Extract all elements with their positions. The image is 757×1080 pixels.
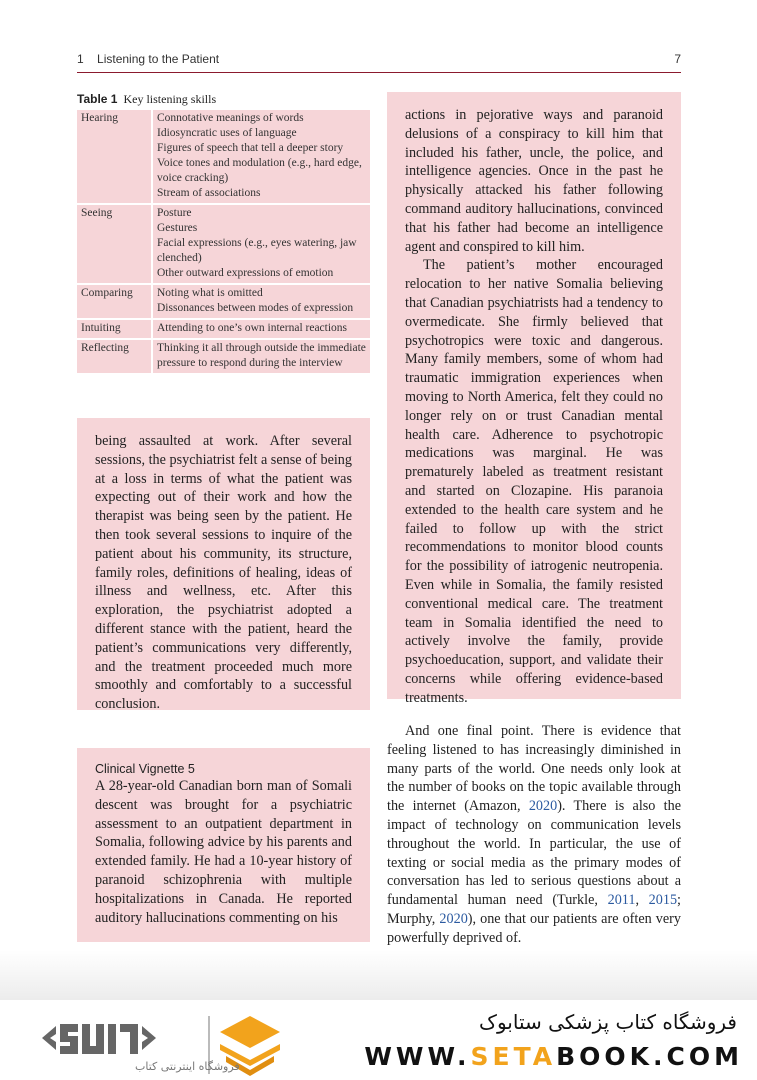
citation-murphy-2020[interactable]: 2020 xyxy=(439,910,468,927)
url-suffix: BOOK.COM xyxy=(556,1042,743,1071)
table-row xyxy=(77,204,370,284)
skill-items xyxy=(152,319,370,339)
vignette-title: Clinical Vignette 5 xyxy=(95,762,195,776)
table-caption xyxy=(77,92,216,107)
skill-item: Figures of speech that tell a deeper story xyxy=(157,142,344,154)
table-row xyxy=(77,110,370,204)
table-label: Table 1 xyxy=(77,92,118,106)
chapter-title: Listening to the Patient xyxy=(97,52,220,66)
skill-item: Noting what is omitted xyxy=(157,287,263,299)
footer-persian-title: فروشگاه کتاب پزشکی ستابوک xyxy=(479,1010,737,1034)
vignette-text: A 28-year-old Canadian born man of Somali descent was brought for a psychiatric assessment to an outpatient department in Somalia, following advice by his parents and extended family. He had a 10-year history of paranoid schizophrenia with multiple hospitalizations in Canada. He reported auditory hallucinations commenting on his xyxy=(95,778,352,926)
page-number: 7 xyxy=(674,52,681,66)
body-text-1: And one final point. There is evidence that feeling listened to has increasingly diminished in many parts of the world. One needs only look at the number of books on the topic available through the internet (Amazon, xyxy=(387,723,681,815)
skill-item: Thinking it all through outside the immediate pressure to respond during the interview xyxy=(157,342,366,369)
table-row xyxy=(77,339,370,374)
skill-item: Other outward expressions of emotion xyxy=(157,267,334,279)
body-paragraph xyxy=(387,722,681,948)
footer-url xyxy=(364,1042,743,1071)
vignette-paragraph-1: actions in pejorative ways and paranoid delusions of a conspiracy to kill him that included his father, uncle, the police, and intelligence agencies. Once in the past he physically attacked his father following command auditory hallucinations, convinced that his father had become an intelligence agent and conspired to kill him. xyxy=(405,107,663,255)
skill-items xyxy=(152,284,370,319)
body-text-4: ), one that our patients are often very powerfully deprived of. xyxy=(387,910,681,946)
skill-item: Attending to one’s own internal reactions xyxy=(157,322,348,334)
citation-turkle-2011[interactable]: 2011 xyxy=(607,892,636,909)
skill-name: Reflecting xyxy=(77,339,152,374)
running-header xyxy=(77,52,681,72)
case-continuation-text: being assaulted at work. After several sessions, the psychiatrist felt a sense of being at a loss in terms of what the patient was expecting out of their work and how the therapist was being seen by the patient. He then took several sessions to inquire of the patient about his community, its structure, family roles, definitions of healing, ideas of illness and wellness, etc. After this exploration, the psychiatrist adopted a different stance with the patient, heard the patient’s communications very differently, and the treatment proceeded much more smoothly and comfortably to a successful conclusion. xyxy=(95,433,352,713)
skill-item: Gestures xyxy=(157,222,198,234)
skill-items xyxy=(152,204,370,284)
chapter-number: 1 xyxy=(77,52,84,66)
listening-skills-table xyxy=(77,110,370,375)
table-title: Key listening skills xyxy=(123,92,217,106)
skill-item: Stream of associations xyxy=(157,187,261,199)
skill-item: Facial expressions (e.g., eyes watering, jaw clenched) xyxy=(157,237,357,264)
case-continuation-box xyxy=(77,418,370,713)
skill-item: Idiosyncratic uses of language xyxy=(157,127,297,139)
skill-item: Dissonances between modes of expression xyxy=(157,302,354,314)
citation-amazon-2020[interactable]: 2020 xyxy=(528,798,558,815)
table-row xyxy=(77,284,370,319)
vignette-continuation-box xyxy=(387,92,681,706)
table-row xyxy=(77,319,370,339)
skill-name: Seeing xyxy=(77,204,152,284)
skill-item: Connotative meanings of words xyxy=(157,112,304,124)
skill-items xyxy=(152,110,370,204)
url-prefix: WWW. xyxy=(364,1042,471,1071)
footer-persian-subtitle: فروشگاه اینترنتی کتاب xyxy=(135,1060,240,1073)
page-bottom-fade xyxy=(0,950,757,1000)
skill-items xyxy=(152,339,370,374)
clinical-vignette-box xyxy=(77,748,370,942)
body-text-3: ; Murphy, xyxy=(387,892,681,927)
skill-name: Intuiting xyxy=(77,319,152,339)
skill-name: Hearing xyxy=(77,110,152,204)
skill-name: Comparing xyxy=(77,284,152,319)
vignette-paragraph-2: The patient’s mother encouraged relocation to her native Somalia believing that Canadian psychiatrists had a tendency to overmedicate. She firmly believed that psychotropics were toxic and dangerous. Many family members, some of whom had traumatic immigration experiences when moving to North America, felt they could no longer rely on or trust Canadian mental health care. Adherence to psychotropic medications was marginal. He was prematurely labeled as treatment resistant and started on Clozapine. His paranoia extended to the health care system and he failed to follow up with the strict recommendations to monitor blood counts for the possibility of iatrogenic neutropenia. Even while in Somalia, the family resisted conventional medical care. The treatment team in Somalia identified the need to actively involve the family, provide psychoeducation, support, and validate their concerns while offering evidence-based treatments. xyxy=(405,257,663,706)
skill-item: Posture xyxy=(157,207,192,219)
url-highlight: SETA xyxy=(470,1042,557,1071)
citation-separator: , xyxy=(635,892,649,909)
body-text xyxy=(387,722,681,948)
chapter-heading xyxy=(77,52,219,66)
citation-turkle-2015[interactable]: 2015 xyxy=(648,892,678,909)
skill-item: Voice tones and modulation (e.g., hard edge, voice cracking) xyxy=(157,157,362,184)
body-text-2: ). There is also the impact of technology on communication levels throughout the world. In particular, the use of texting or social media as the primary modes of conversation has led to serious questions about a fundamental human need (Turkle, xyxy=(387,798,682,909)
header-rule xyxy=(77,72,681,73)
